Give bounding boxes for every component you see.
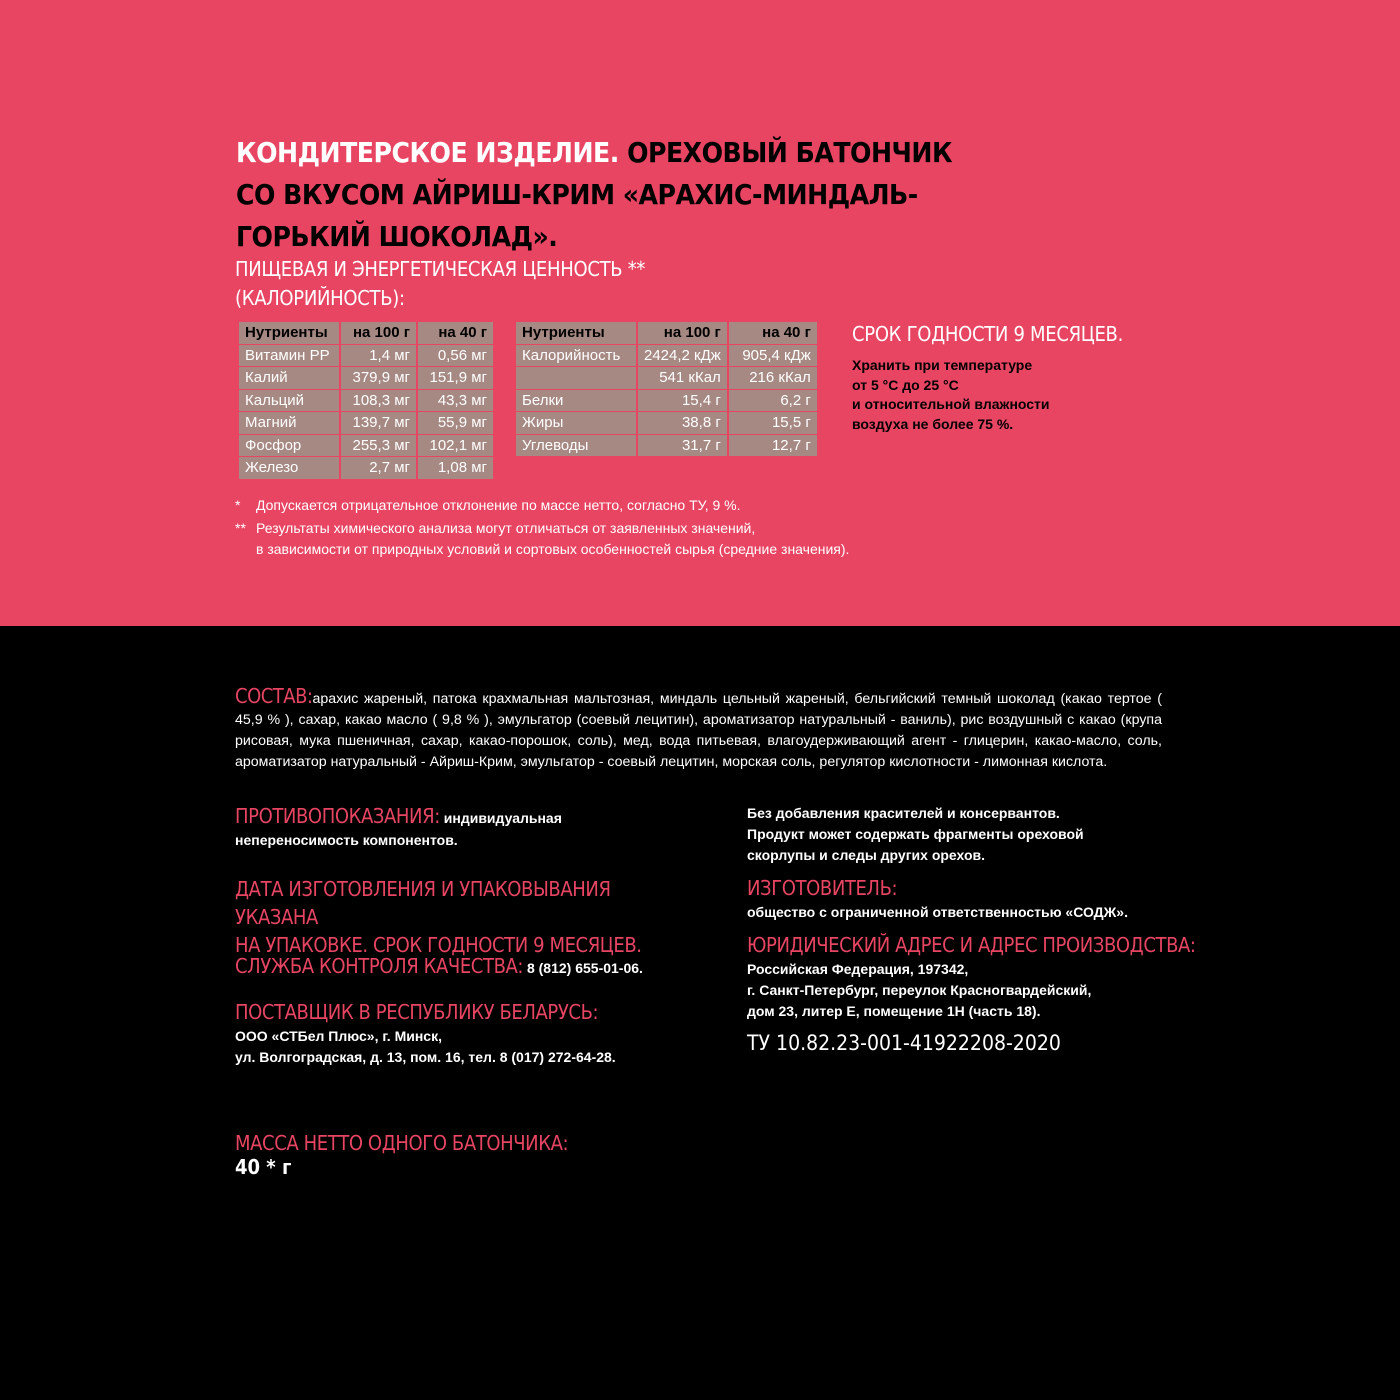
table-cell: 2,7 мг xyxy=(341,457,416,480)
table-header-cell: на 40 г xyxy=(729,322,817,345)
footnote-2 xyxy=(235,518,849,560)
table-header-cell: Нутриенты xyxy=(516,322,636,345)
product-title-part1: КОНДИТЕРСКОЕ ИЗДЕЛИЕ. xyxy=(236,136,619,169)
product-title xyxy=(236,132,996,258)
no-additives-line: Без добавления красителей и консервантов. xyxy=(747,805,1060,821)
contraindications-text: индивидуальная xyxy=(443,810,562,826)
legal-address xyxy=(747,932,1207,1022)
table-cell: 541 кКал xyxy=(638,367,727,390)
table-header-cell: на 40 г xyxy=(418,322,493,345)
product-title-part2: ОРЕХОВЫЙ БАТОНЧИК СО ВКУСОМ АЙРИШ-КРИМ «АРАХИС-МИНДАЛЬ-ГОРЬКИЙ ШОКОЛАД». xyxy=(236,136,953,253)
table-row xyxy=(239,367,493,390)
table-cell: 1,4 мг xyxy=(341,345,416,368)
net-weight xyxy=(235,1130,635,1178)
manufacturer-label: ИЗГОТОВИТЕЛЬ: xyxy=(747,876,898,900)
table-cell: Калорийность xyxy=(516,345,636,368)
nutrient-table-minerals xyxy=(237,322,495,480)
contraindications xyxy=(235,803,655,851)
manufacture-date-line: ДАТА ИЗГОТОВЛЕНИЯ И УПАКОВЫВАНИЯ УКАЗАНА xyxy=(235,877,611,929)
table-cell: 102,1 мг xyxy=(418,435,493,458)
no-additives-line: Продукт может содержать фрагменты ореховой xyxy=(747,826,1084,842)
table-cell: Углеводы xyxy=(516,435,636,458)
table-cell: Магний xyxy=(239,412,339,435)
supplier-line: ул. Волгоградская, д. 13, пом. 16, тел. 8 (017) 272-64-28. xyxy=(235,1049,616,1065)
shelf-life-title: СРОК ГОДНОСТИ 9 МЕСЯЦЕВ. xyxy=(852,322,1124,346)
contraindications-text: непереносимость компонентов. xyxy=(235,832,458,848)
table-row xyxy=(239,457,493,480)
footnote-line: Результаты химического анализа могут отличаться от заявленных значений, xyxy=(256,520,756,536)
table-row xyxy=(516,390,817,413)
table-row xyxy=(239,345,493,368)
footnote-text xyxy=(256,518,849,560)
table-header-cell: Нутриенты xyxy=(239,322,339,345)
manufacturer xyxy=(747,875,1207,923)
storage-line: воздуха не более 75 %. xyxy=(852,415,1014,432)
supplier-line: ООО «СТБел Плюс», г. Минск, xyxy=(235,1028,442,1044)
footnote-1 xyxy=(235,495,740,516)
composition xyxy=(235,686,1162,773)
table-header-row xyxy=(239,322,493,345)
table-header-row xyxy=(516,322,817,345)
table-cell: 255,3 мг xyxy=(341,435,416,458)
address-line: Российская Федерация, 197342, xyxy=(747,961,969,977)
table-row xyxy=(239,435,493,458)
table-cell: 108,3 мг xyxy=(341,390,416,413)
table-cell: Жиры xyxy=(516,412,636,435)
supplier-belarus xyxy=(235,999,755,1068)
footnote-text: Допускается отрицательное отклонение по массе нетто, согласно ТУ, 9 %. xyxy=(256,497,741,513)
table-cell: Витамин PP xyxy=(239,345,339,368)
table-cell: 151,9 мг xyxy=(418,367,493,390)
table-row xyxy=(239,390,493,413)
supplier-label: ПОСТАВЩИК В РЕСПУБЛИКУ БЕЛАРУСЬ: xyxy=(235,1000,599,1024)
table-cell: 12,7 г xyxy=(729,435,817,458)
storage-line: и относительной влажности xyxy=(852,396,1050,412)
table-cell xyxy=(516,367,636,390)
quality-control-phone: 8 (812) 655-01-06. xyxy=(526,960,643,976)
net-weight-label: МАССА НЕТТО ОДНОГО БАТОНЧИКА: xyxy=(235,1131,569,1155)
table-header-cell: на 100 г xyxy=(638,322,727,345)
quality-control xyxy=(235,953,735,980)
table-cell: 1,08 мг xyxy=(418,457,493,480)
footnote-mark: ** xyxy=(235,520,246,536)
nutrient-table-energy xyxy=(514,322,819,457)
nutrition-heading xyxy=(235,255,645,313)
footnote-line: в зависимости от природных условий и сортовых особенностей сырья (средние значения). xyxy=(256,541,850,557)
composition-text: арахис жареный, патока крахмальная мальтозная, миндаль цельный жареный, бельгийский темный шоколад (какао тертое ( 45,9 % ), сахар, какао масло ( 9,8 % ), эмульгатор (соевый лецитин), ароматизатор натуральный - ваниль), рис воздушный с какао (крупа рисовая, мука пшеничная, сахар, какао-порошок, соль), мед, вода питьевая, влагоудерживающий агент - глицерин, какао-масло, соль, ароматизатор натуральный - Айриш-Крим, эмульгатор - соевый лецитин, морская соль, регулятор кислотности - лимонная кислота. xyxy=(235,691,1162,770)
table-header-cell: на 100 г xyxy=(341,322,416,345)
table-cell: Железо xyxy=(239,457,339,480)
manufacturer-name: общество с ограниченной ответственностью «СОДЖ». xyxy=(747,904,1128,920)
table-cell: 216 кКал xyxy=(729,367,817,390)
table-row xyxy=(516,435,817,458)
table-cell: Фосфор xyxy=(239,435,339,458)
table-cell: Кальций xyxy=(239,390,339,413)
table-cell: 43,3 мг xyxy=(418,390,493,413)
table-row xyxy=(516,367,817,390)
table-cell: Калий xyxy=(239,367,339,390)
composition-label: СОСТАВ: xyxy=(235,684,313,708)
table-cell: 139,7 мг xyxy=(341,412,416,435)
table-cell: 2424,2 кДж xyxy=(638,345,727,368)
table-row xyxy=(516,345,817,368)
address-line: дом 23, литер Е, помещение 1Н (часть 18). xyxy=(747,1003,1041,1019)
nutrition-heading-line2: (КАЛОРИЙНОСТЬ): xyxy=(235,286,405,310)
net-weight-value: 40 * г xyxy=(235,1155,292,1179)
storage-line: от 5 °С до 25 °С xyxy=(852,376,959,393)
manufacture-date-notice xyxy=(235,875,695,959)
table-cell: 31,7 г xyxy=(638,435,727,458)
no-additives-notice xyxy=(747,803,1167,866)
table-cell: 379,9 мг xyxy=(341,367,416,390)
storage-conditions xyxy=(852,356,1092,434)
table-cell: 55,9 мг xyxy=(418,412,493,435)
footnote-mark: * xyxy=(235,497,241,513)
manufacture-date-line: НА УПАКОВКЕ. СРОК ГОДНОСТИ 9 МЕСЯЦЕВ. xyxy=(235,933,642,957)
table-cell: 0,56 мг xyxy=(418,345,493,368)
technical-conditions: ТУ 10.82.23-001-41922208-2020 xyxy=(747,1031,1061,1055)
legal-address-label: ЮРИДИЧЕСКИЙ АДРЕС И АДРЕС ПРОИЗВОДСТВА: xyxy=(747,933,1196,957)
address-line: г. Санкт-Петербург, переулок Красногвардейский, xyxy=(747,982,1092,998)
no-additives-line: скорлупы и следы других орехов. xyxy=(747,847,986,863)
contraindications-label: ПРОТИВОПОКАЗАНИЯ: xyxy=(235,804,440,828)
table-row xyxy=(516,412,817,435)
storage-line: Хранить при температуре xyxy=(852,357,1033,373)
table-cell: 15,5 г xyxy=(729,412,817,435)
table-cell: 38,8 г xyxy=(638,412,727,435)
quality-control-label: СЛУЖБА КОНТРОЛЯ КАЧЕСТВА: xyxy=(235,954,524,978)
table-cell: 15,4 г xyxy=(638,390,727,413)
table-cell: 905,4 кДж xyxy=(729,345,817,368)
nutrition-heading-line1: ПИЩЕВАЯ И ЭНЕРГЕТИЧЕСКАЯ ЦЕННОСТЬ ** xyxy=(235,257,646,281)
table-cell: Белки xyxy=(516,390,636,413)
table-cell: 6,2 г xyxy=(729,390,817,413)
table-row xyxy=(239,412,493,435)
